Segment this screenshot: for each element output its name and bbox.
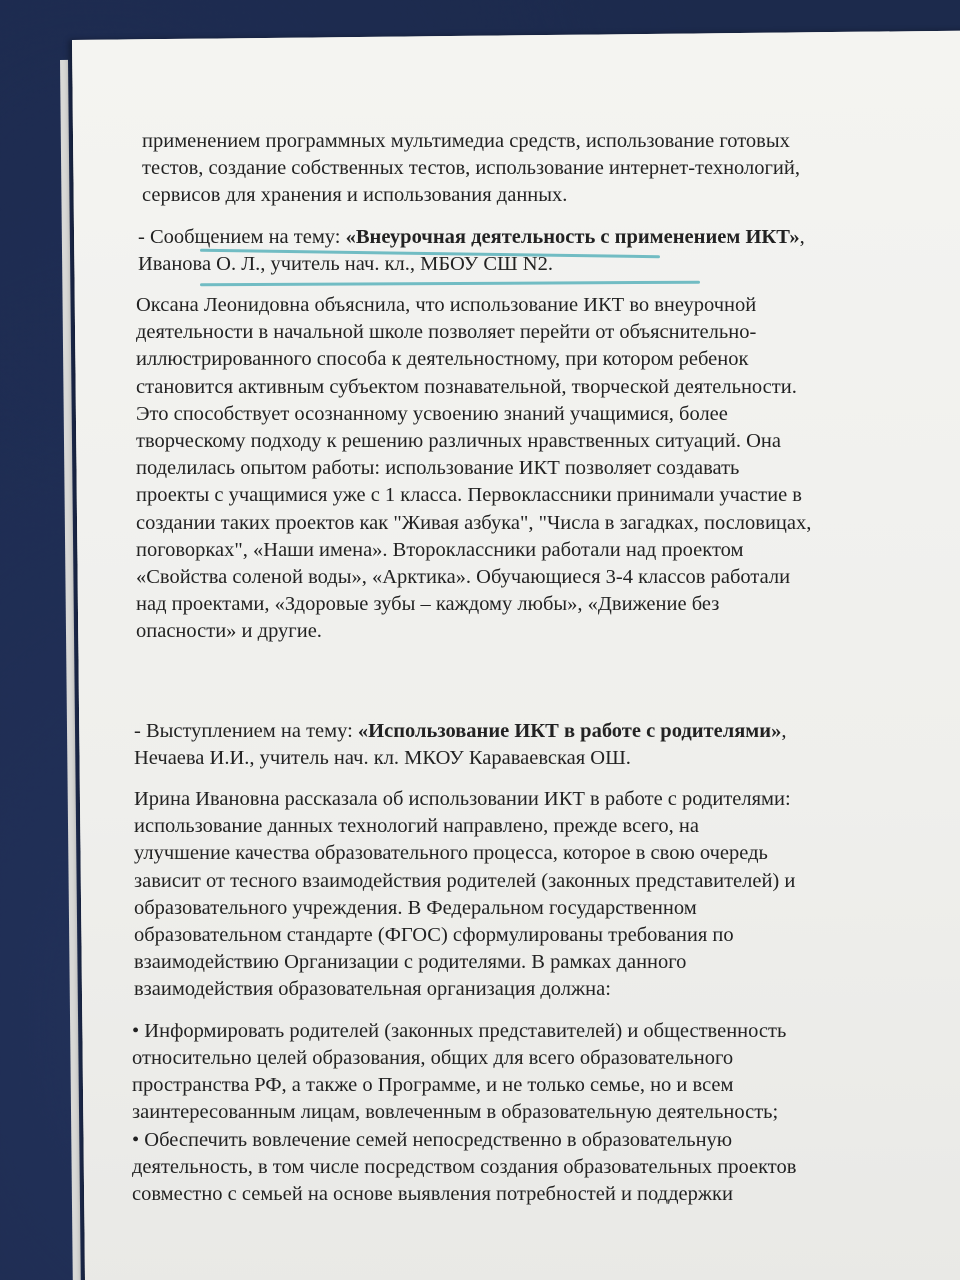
bullet-line: • Обеспечить вовлечение семей непосредственно в образовательную [132, 1128, 733, 1151]
text-line: проекты с учащимися уже с 1 класса. Первоклассники принимали участие в [136, 484, 802, 507]
text-line: использование данных технологий направлено, прежде всего, на [134, 815, 700, 838]
paragraph-report-2-body [134, 786, 902, 1004]
report-title: «Внеурочная деятельность с применением ИКТ» [345, 225, 800, 248]
text-line [134, 718, 902, 745]
document-text [132, 128, 902, 1222]
bullet-line: совместно с семьей на основе выявления потребностей и поддержки [132, 1182, 733, 1205]
text-line: взаимодействия образовательная организация должна: [134, 978, 611, 1001]
text-line: Ирина Ивановна рассказала об использовании ИКТ в работе с родителями: [134, 788, 791, 811]
bullet-line: пространства РФ, а также о Программе, и не только семье, но и всем [132, 1074, 734, 1097]
report-prefix: - Выступлением на тему: [134, 719, 358, 742]
text-line: создании таких проектов как "Живая азбука", "Числа в загадках, пословицах, [136, 511, 812, 534]
bullet-line: • Информировать родителей (законных представителей) и общественность [132, 1019, 787, 1042]
paragraph-report-2 [134, 718, 902, 772]
text-line: становится активным субъектом познавательной, творческой деятельности. [136, 375, 797, 398]
paragraph-bullets [132, 1018, 902, 1208]
text-line: Нечаева И.И., учитель нач. кл. МКОУ Караваевская ОШ. [134, 746, 631, 769]
text-line: поделилась опытом работы: использование ИКТ позволяет создавать [136, 457, 740, 480]
text-line: иллюстрированного способа к деятельностному, при котором ребенок [136, 348, 749, 371]
paragraph-intro [142, 128, 902, 210]
text-line: сервисов для хранения и использования данных. [142, 184, 568, 207]
text-line: деятельности в начальной школе позволяет перейти от объяснительно- [136, 321, 757, 344]
text-line: «Свойства соленой воды», «Арктика». Обучающиеся 3-4 классов работали [136, 566, 791, 589]
text-line: Иванова О. Л., учитель нач. кл., МБОУ СШ N2. [138, 252, 553, 275]
text-line: Это способствует осознанному усвоению знаний учащимися, более [136, 402, 728, 425]
bullet-line: относительно целей образования, общих для всего образовательного [132, 1046, 734, 1069]
text-line: образовательном стандарте (ФГОС) сформулированы требования по [134, 924, 734, 947]
text-line: применением программных мультимедиа средств, использование готовых [142, 130, 790, 152]
report-prefix: - Сообщением на тему: [138, 225, 346, 248]
paragraph-report-1-body [136, 292, 902, 646]
text-line: зависит от тесного взаимодействия родителей (законных представителей) и [134, 869, 796, 892]
report-title: «Использование ИКТ в работе с родителями» [357, 719, 782, 742]
text-line: Оксана Леонидовна объяснила, что использование ИКТ во внеурочной [136, 294, 757, 317]
blank-space [142, 660, 902, 718]
text-line: поговорках", «Наши имена». Второклассники работали над проектом [136, 538, 744, 561]
text-line: творческому подходу к решению различных нравственных ситуаций. Она [136, 430, 781, 453]
paragraph-report-1 [138, 224, 902, 278]
bullet-line: деятельность, в том числе посредством создания образовательных проектов [132, 1155, 797, 1178]
report-suffix: , [799, 225, 805, 248]
report-suffix: , [781, 719, 787, 742]
text-line [138, 224, 902, 251]
text-line: опасности» и другие. [136, 620, 322, 643]
text-line: улучшение качества образовательного процесса, которое в свою очередь [134, 842, 768, 865]
text-line: образовательного учреждения. В Федеральном государственном [134, 896, 697, 919]
bullet-line: заинтересованным лицам, вовлеченным в образовательную деятельность; [132, 1101, 779, 1124]
text-line: взаимодействию Организации с родителями. В рамках данного [134, 951, 687, 974]
text-line: над проектами, «Здоровые зубы – каждому любы», «Движение без [136, 593, 720, 616]
text-line: тестов, создание собственных тестов, использование интернет-технологий, [142, 157, 800, 180]
